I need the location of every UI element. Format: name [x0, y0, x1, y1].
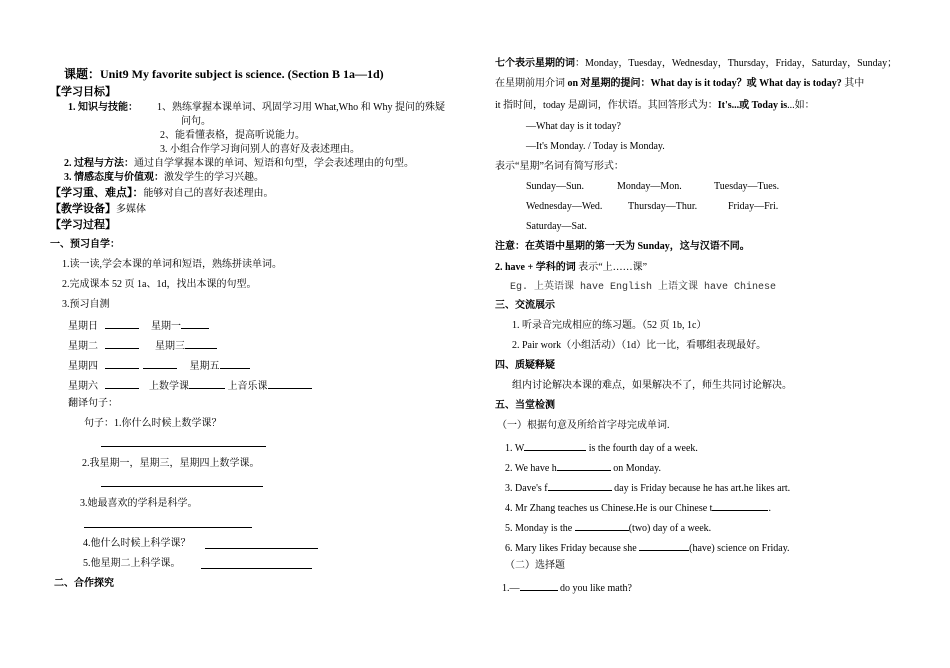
translate-q2: 2.我星期一，星期三，星期四上数学课。 — [82, 458, 260, 469]
have-subject-text: 表示“上……课” — [575, 262, 648, 273]
blank-monday[interactable] — [181, 318, 209, 329]
blank-wednesday[interactable] — [185, 338, 217, 349]
exercise-2-pre: 2. We have h — [505, 463, 557, 474]
blank-friday[interactable] — [220, 358, 250, 369]
exercise-5-blank[interactable] — [575, 520, 629, 531]
abbr-friday: Friday—Fri. — [728, 201, 779, 212]
vocab-row-2 — [68, 338, 217, 353]
weekday-question-post: 其中 — [841, 78, 865, 89]
exercise-5-post: (two) day of a week. — [628, 523, 712, 534]
key-points-heading: 【学习重、难点】： — [50, 187, 144, 199]
abbr-tuesday: Tuesday—Tues. — [714, 181, 780, 192]
vocab-friday: 星期五 — [189, 361, 220, 372]
exercise-4-blank[interactable] — [712, 500, 768, 511]
example-question: —What day is it today? — [526, 121, 621, 132]
blank-tuesday[interactable] — [105, 338, 139, 349]
abbr-thursday: Thursday—Thur. — [628, 201, 698, 212]
exercise-6 — [505, 540, 790, 555]
exercise-1-blank[interactable] — [524, 440, 586, 451]
objective-3 — [64, 172, 264, 184]
section-2-heading: 二、合作探究 — [54, 578, 114, 589]
exercise-6-pre: 6. Mary likes Friday because she — [505, 543, 640, 554]
exercise-6-post: (have) science on Friday. — [689, 543, 790, 554]
exercise-5-pre: 5. Monday is the — [505, 523, 575, 534]
abbr-saturday: Saturday—Sat. — [526, 221, 587, 232]
answer-line-5[interactable] — [201, 568, 312, 569]
have-example: Eg. 上英语课 have English 上语文课 have Chinese — [510, 282, 777, 293]
vocab-math-class: 上数学课 — [149, 381, 189, 392]
translate-heading: 翻译句子： — [68, 398, 118, 409]
blank-sunday[interactable] — [105, 318, 139, 329]
blank-thursday-1[interactable] — [105, 358, 139, 369]
blank-math-class[interactable] — [189, 378, 225, 389]
section-3-item-1: 1. 听录音完成相应的练习题。（52 页 1b, 1c） — [512, 320, 707, 331]
section-3-item-2: 2. Pair work（小组活动）（1d）比一比，看哪组表现最好。 — [512, 340, 767, 351]
answer-form-bold: It's...或 Today is — [717, 100, 788, 111]
exercise-3-post: day is Friday because he has art.he likes art. — [611, 483, 791, 494]
exercise-3 — [505, 480, 790, 495]
weekday-answer-form — [495, 100, 815, 112]
translate-q5: 5.他星期二上科学课。 — [83, 558, 181, 569]
vocab-wednesday: 星期三 — [155, 341, 185, 352]
preview-step-1: 1.读一读,学会本课的单词和短语，熟练拼读单词。 — [62, 259, 282, 270]
section-4-text: 组内讨论解决本课的难点，如果解决不了，师生共同讨论解决。 — [512, 380, 792, 391]
vocab-row-3 — [68, 358, 250, 373]
vocab-monday: 星期一 — [151, 321, 181, 332]
choice-1 — [502, 580, 632, 595]
blank-music-class[interactable] — [268, 378, 312, 389]
objective-1-item-a: 1、熟练掌握本课单词、巩固学习用 What,Who 和 Why 提问的殊疑 — [157, 102, 446, 113]
objective-3-label: 3. 情感态度与价值观： — [64, 172, 164, 183]
abbr-sunday: Sunday—Sun. — [526, 181, 585, 192]
exercise-5 — [505, 520, 711, 535]
exercise-4 — [505, 500, 771, 515]
exercise-1-post: is the fourth day of a week. — [586, 443, 698, 454]
translate-q3: 3.她最喜欢的学科是科学。 — [80, 498, 198, 509]
exercise-4-post: . — [768, 503, 771, 514]
abbr-wednesday: Wednesday—Wed. — [526, 201, 603, 212]
answer-form-pre: it 指时间，today 是副词，作状语。其回答形式为： — [495, 100, 718, 111]
equipment — [50, 203, 146, 216]
exercise-6-blank[interactable] — [639, 540, 689, 551]
choice-1-post: do you like math? — [557, 583, 632, 594]
choice-1-blank[interactable] — [520, 580, 558, 591]
objective-1-item-a-cont: 问句。 — [181, 116, 211, 127]
vocab-music-class: 上音乐课 — [227, 381, 268, 392]
weekday-words-list: ：Monday，Tuesday，Wednesday，Thursday，Friday，Saturday，Sunday； — [575, 58, 898, 69]
exercise-2 — [505, 460, 661, 475]
objective-1-item-b: 2、能看懂表格，提高听说能力。 — [160, 130, 305, 141]
abbr-monday: Monday—Mon. — [617, 181, 682, 192]
equipment-heading: 【教学设备】 — [50, 203, 116, 215]
lesson-title: 课题：Unit9 My favorite subject is science. (Section B 1a—1d) — [64, 67, 384, 81]
objective-3-text: 激发学生的学习兴趣。 — [164, 172, 264, 183]
exercise-3-blank[interactable] — [548, 480, 612, 491]
section-3-heading: 三、交流展示 — [495, 300, 555, 311]
have-subject-bold: 2. have + 学科的词 — [495, 262, 576, 273]
answer-form-post: ...如： — [787, 100, 815, 111]
vocab-tuesday: 星期二 — [68, 341, 98, 352]
objective-2-text: 通过自学掌握本课的单词、短语和句型，学会表述理由的句型。 — [134, 158, 414, 169]
weekday-words-label: 七个表示星期的词 — [495, 58, 575, 69]
exercise-2-post: on Monday. — [610, 463, 661, 474]
weekday-question-pre: 在星期前用介词 — [495, 78, 568, 89]
key-points — [50, 187, 274, 200]
section-5-heading: 五、当堂检测 — [495, 400, 555, 411]
weekday-question-bold: on 对星期的提问：What day is it today？或 What day is today? — [567, 78, 842, 89]
abbreviation-intro: 表示“星期”名词有简写形式： — [495, 161, 624, 172]
key-points-text: 能够对自己的喜好表述理由。 — [143, 188, 274, 199]
part-1-heading: （一）根据句意及所给首字母完成单词. — [497, 420, 670, 431]
note-first-day: 注意：在英语中星期的第一天为 Sunday，这与汉语不同。 — [495, 241, 750, 252]
answer-line-2[interactable] — [101, 486, 263, 487]
part-2-heading: （二）选择题 — [505, 560, 565, 571]
exercise-4-pre: 4. Mr Zhang teaches us Chinese.He is our Chinese t — [505, 503, 713, 514]
blank-saturday[interactable] — [105, 378, 139, 389]
section-4-heading: 四、质疑释疑 — [495, 360, 555, 371]
have-subject — [495, 262, 647, 274]
exercise-2-blank[interactable] — [557, 460, 611, 471]
translate-q4: 4.他什么时候上科学课？ — [83, 538, 191, 549]
vocab-row-4 — [68, 378, 312, 393]
objectives-heading: 【学习目标】 — [50, 86, 116, 98]
equipment-text: 多媒体 — [116, 204, 146, 215]
answer-line-3[interactable] — [84, 527, 252, 528]
weekday-question — [495, 78, 864, 90]
exercise-3-pre: 3. Dave's f — [505, 483, 548, 494]
vocab-sunday: 星期日 — [68, 321, 98, 332]
choice-1-pre: 1.— — [502, 583, 520, 594]
vocab-saturday: 星期六 — [68, 381, 98, 392]
objective-2 — [64, 158, 414, 170]
section-1-heading: 一、预习自学： — [50, 239, 120, 250]
objective-2-label: 2. 过程与方法： — [64, 158, 134, 169]
blank-thursday-2[interactable] — [143, 358, 177, 369]
preview-step-3: 3.预习自测 — [62, 299, 110, 310]
vocab-thursday: 星期四 — [68, 361, 98, 372]
translate-q1: 句子：1.你什么时候上数学课？ — [84, 418, 222, 429]
weekday-words — [495, 58, 897, 70]
process-heading: 【学习过程】 — [50, 219, 116, 231]
exercise-1-pre: 1. W — [505, 443, 525, 454]
exercise-1 — [505, 440, 698, 455]
preview-step-2: 2.完成课本 52 页 1a、1d，找出本课的句型。 — [62, 279, 257, 290]
example-answer: —It's Monday. / Today is Monday. — [526, 141, 665, 152]
objective-1-label: 1. 知识与技能： — [68, 102, 138, 113]
answer-line-4[interactable] — [205, 548, 318, 549]
answer-line-1[interactable] — [101, 446, 266, 447]
vocab-row-1 — [68, 318, 209, 333]
objective-1-item-c: 3. 小组合作学习询问别人的喜好及表述理由。 — [160, 144, 360, 155]
